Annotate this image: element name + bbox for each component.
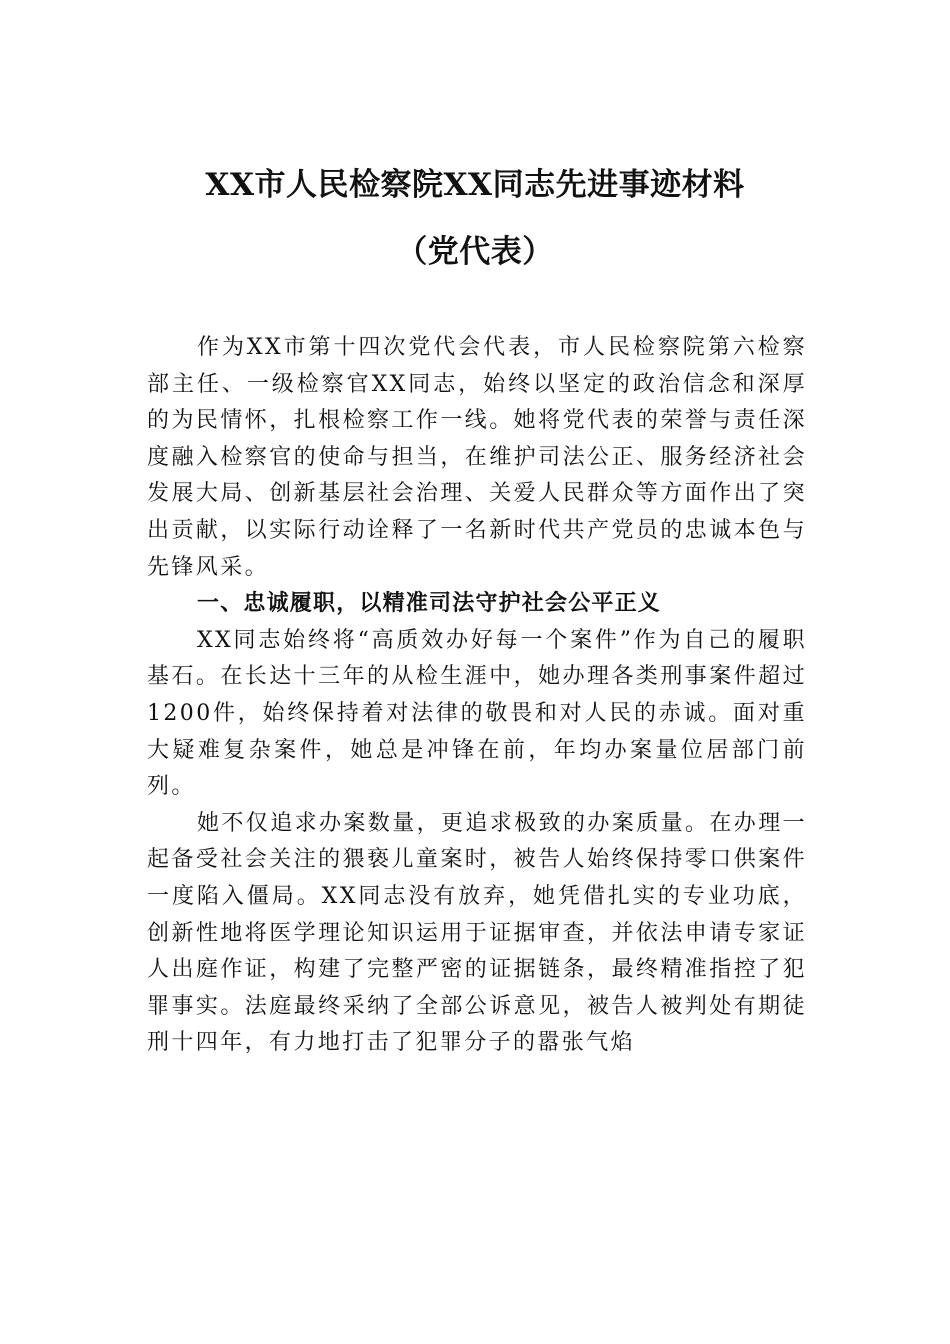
document-subtitle: （党代表）	[396, 234, 554, 270]
intro-paragraph: 作为XX市第十四次党代会代表，市人民检察院第六检察部主任、一级检察官XX同志，始终以坚定的政治信念和深厚的为民情怀，扎根检察工作一线。她将党代表的荣誉与责任深度融入检察官的使命与担当，在维护司法公正、服务经济社会发展大局、创新基层社会治理、关爱人民群众等方面作出了突出贡献，以实际行动诠释了一名新时代共产党员的忠诚本色与先锋风采。	[147, 335, 807, 580]
body-paragraph: XX同志始终将“高质效办好每一个案件”作为自己的履职基石。在长达十三年的从检生涯中，她办理各类刑事案件超过1200件，始终保持着对法律的敬畏和对人民的赤诚。面对重大疑难复杂案件，她总是冲锋在前，年均办案量位居部门前列。	[147, 627, 807, 800]
document-body	[147, 330, 807, 1062]
section-heading: 一、忠诚履职，以精准司法守护社会公平正义	[197, 591, 662, 617]
body-paragraph: 她不仅追求办案数量，更追求极致的办案质量。在办理一起备受社会关注的猥亵儿童案时，被告人始终保持零口供案件一度陷入僵局。XX同志没有放弃，她凭借扎实的专业功底，创新性地将医学理论知识运用于证据审查，并依法申请专家证人出庭作证，构建了完整严密的证据链条，最终精准指控了犯罪事实。法庭最终采纳了全部公诉意见，被告人被判处有期徒刑十四年，有力地打击了犯罪分子的嚣张气焰	[147, 810, 808, 1056]
document-title: XX市人民检察院XX同志先进事迹材料	[205, 167, 745, 203]
